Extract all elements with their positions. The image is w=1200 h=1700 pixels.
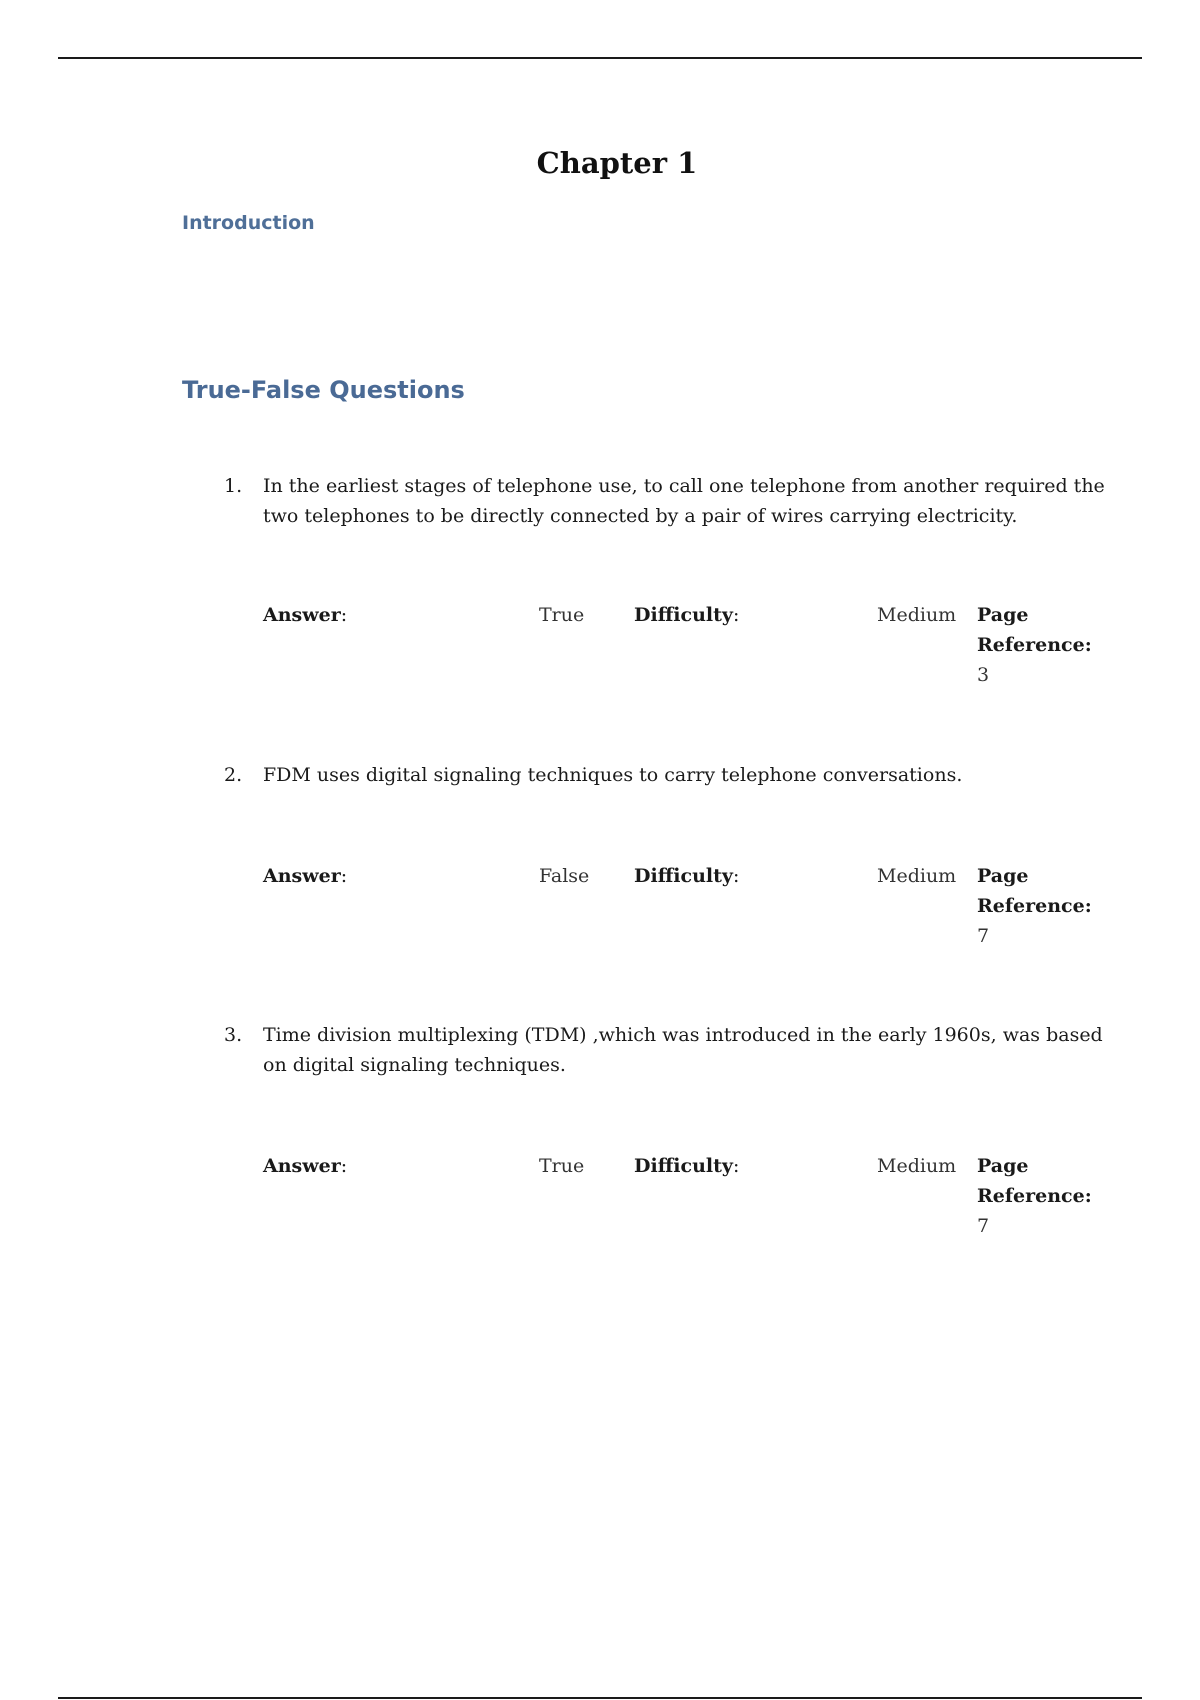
page-reference [977, 1151, 1107, 1241]
answer-value: True [539, 1155, 585, 1177]
question-1-meta [263, 600, 1123, 700]
question-text: Time division multiplexing (TDM) ,which was introduced in the early 1960s, was based on digital signaling techniques. [263, 1024, 1103, 1076]
page-reference-label-line1: Page [977, 604, 1029, 626]
section-heading: True-False Questions [182, 376, 465, 404]
page-reference-value: 7 [977, 1215, 990, 1237]
difficulty-label: Difficulty: [634, 1155, 740, 1177]
difficulty-value: Medium [877, 1155, 957, 1177]
page-reference-label-line2: Reference: [977, 1185, 1092, 1207]
question-number: 3. [224, 1024, 243, 1046]
bottom-rule [58, 1697, 1142, 1699]
question-number: 2. [224, 764, 243, 786]
page-reference-value: 7 [977, 925, 990, 947]
difficulty-label: Difficulty: [634, 865, 740, 887]
page-reference-label-line1: Page [977, 1155, 1029, 1177]
answer-value: True [539, 604, 585, 626]
page-reference-label-line1: Page [977, 865, 1029, 887]
question-2-meta [263, 861, 1123, 961]
question-text: FDM uses digital signaling techniques to carry telephone conversations. [263, 764, 963, 786]
answer-label: Answer: [263, 865, 348, 887]
question-1 [224, 471, 1144, 531]
difficulty-value: Medium [877, 604, 957, 626]
difficulty-value: Medium [877, 865, 957, 887]
page-reference [977, 861, 1107, 951]
chapter-title: Chapter 1 [536, 146, 698, 180]
question-text: In the earliest stages of telephone use, to call one telephone from another required the two telephones to be directly connected by a pair of wires carrying electricity. [263, 475, 1105, 527]
difficulty-label: Difficulty: [634, 604, 740, 626]
question-number: 1. [224, 475, 243, 497]
page-reference-label-line2: Reference: [977, 634, 1092, 656]
page-reference-label-line2: Reference: [977, 895, 1092, 917]
introduction-heading: Introduction [182, 212, 315, 234]
question-3-meta [263, 1151, 1123, 1251]
question-2 [224, 760, 1144, 790]
answer-value: False [539, 865, 590, 887]
page-reference-value: 3 [977, 664, 990, 686]
answer-label: Answer: [263, 1155, 348, 1177]
question-3 [224, 1020, 1144, 1080]
page-reference [977, 600, 1107, 690]
top-rule [58, 57, 1142, 59]
answer-label: Answer: [263, 604, 348, 626]
